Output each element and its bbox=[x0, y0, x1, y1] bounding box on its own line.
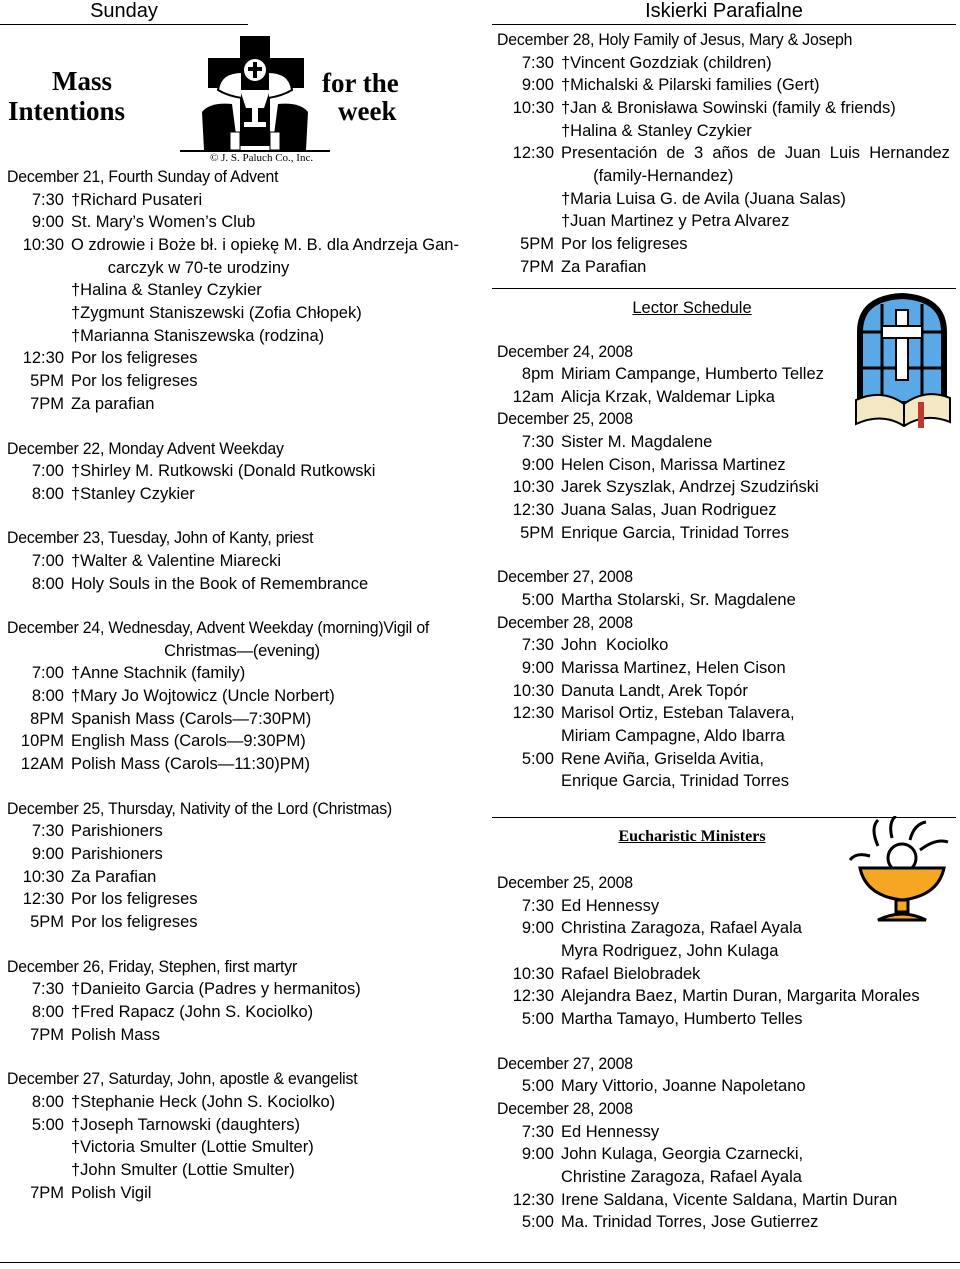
schedule-row bbox=[497, 52, 957, 75]
schedule-time bbox=[497, 120, 561, 143]
day-heading: December 25, Thursday, Nativity of the Lord (Christmas) bbox=[7, 799, 393, 818]
schedule-entry: Enrique Garcia, Trinidad Torres bbox=[561, 772, 790, 791]
schedule-entry: †Fred Rapacz (John S. Kociolko) bbox=[71, 1003, 314, 1022]
schedule-time: 7:30 bbox=[31, 190, 64, 209]
schedule-row bbox=[7, 978, 477, 1001]
schedule-entry: †Maria Luisa G. de Avila (Juana Salas) bbox=[561, 189, 846, 208]
day-heading: December 26, Friday, Stephen, first martyr bbox=[7, 957, 298, 976]
schedule-row bbox=[497, 74, 957, 97]
schedule-row bbox=[497, 940, 957, 963]
logo-word-for-the: for the bbox=[322, 68, 399, 98]
schedule-time: 10:30 bbox=[22, 867, 64, 886]
schedule-entry: Christine Zaragoza, Rafael Ayala bbox=[561, 1167, 802, 1186]
schedule-row bbox=[497, 97, 957, 120]
schedule-time bbox=[7, 325, 71, 348]
schedule-row bbox=[497, 702, 957, 725]
schedule-time: 7:30 bbox=[31, 822, 64, 841]
day-heading: December 27, Saturday, John, apostle & evangelist bbox=[7, 1070, 358, 1089]
schedule-entry: Za parafian bbox=[71, 394, 155, 413]
schedule-entry: †Victoria Smulter (Lottie Smulter) bbox=[71, 1138, 314, 1157]
schedule-row bbox=[497, 142, 957, 187]
schedule-date: December 25, 2008 bbox=[497, 874, 633, 893]
schedule-row bbox=[497, 499, 957, 522]
schedule-entry: †John Smulter (Lottie Smulter) bbox=[71, 1161, 295, 1180]
schedule-entry: Martha Stolarski, Sr. Magdalene bbox=[561, 590, 796, 609]
schedule-entry: Martha Tamayo, Humberto Telles bbox=[561, 1010, 803, 1029]
schedule-row bbox=[7, 550, 477, 573]
chalice-host-icon bbox=[848, 816, 952, 924]
schedule-row bbox=[497, 1166, 957, 1189]
stained-glass-bible-icon bbox=[852, 292, 952, 430]
schedule-time bbox=[497, 210, 561, 233]
schedule-entry: Za Parafian bbox=[561, 257, 647, 276]
day-heading: December 24, Wednesday, Advent Weekday (morning)Vigil of bbox=[7, 619, 430, 638]
schedule-time bbox=[497, 188, 561, 211]
schedule-row bbox=[7, 911, 477, 934]
schedule-time: 8:00 bbox=[31, 1003, 64, 1022]
schedule-entry: St. Mary’s Women’s Club bbox=[71, 213, 256, 232]
schedule-entry: Holy Souls in the Book of Remembrance bbox=[71, 574, 369, 593]
schedule-time: 7PM bbox=[520, 257, 554, 276]
schedule-row bbox=[497, 725, 957, 748]
schedule-row bbox=[7, 1114, 477, 1137]
schedule-time: 12:30 bbox=[512, 1190, 554, 1209]
schedule-row bbox=[7, 843, 477, 866]
schedule-entry: Polish Mass bbox=[71, 1025, 160, 1044]
schedule-row bbox=[7, 347, 477, 370]
schedule-time: 7:30 bbox=[521, 636, 554, 655]
schedule-entry: Parishioners bbox=[71, 845, 163, 864]
schedule-row bbox=[497, 522, 957, 545]
schedule-row bbox=[7, 189, 477, 212]
schedule-time: 8PM bbox=[30, 709, 64, 728]
logo-word-week: week bbox=[338, 96, 397, 126]
schedule-entry: Polish Vigil bbox=[71, 1183, 152, 1202]
page-header-right: Iskierki Parafialne bbox=[492, 0, 956, 25]
schedule-entry: John Kociolko bbox=[561, 636, 669, 655]
schedule-time: 9:00 bbox=[521, 658, 554, 677]
schedule-entry: Ed Hennessy bbox=[561, 1122, 660, 1141]
schedule-row bbox=[7, 1136, 477, 1159]
schedule-row bbox=[497, 1143, 957, 1166]
logo-word-intentions: Intentions bbox=[8, 96, 126, 126]
schedule-time: 5:00 bbox=[521, 1010, 554, 1029]
schedule-entry: Por los feligreses bbox=[71, 349, 198, 368]
schedule-row bbox=[497, 1121, 957, 1144]
schedule-entry: †Anne Stachnik (family) bbox=[71, 664, 246, 683]
schedule-time: 5:00 bbox=[521, 590, 554, 609]
schedule-date: December 28, 2008 bbox=[497, 613, 633, 632]
intentions-list bbox=[7, 166, 477, 1205]
day-heading: December 28, Holy Family of Jesus, Mary & Joseph bbox=[497, 31, 853, 49]
schedule-time: 5:00 bbox=[521, 1213, 554, 1232]
day-section bbox=[7, 798, 477, 934]
schedule-entry: Juana Salas, Juan Rodriguez bbox=[561, 501, 777, 520]
schedule-time: 12:30 bbox=[22, 890, 64, 909]
schedule-time: 5:00 bbox=[31, 1115, 64, 1134]
schedule-entry: Christina Zaragoza, Rafael Ayala bbox=[561, 919, 802, 938]
schedule-entry: Enrique Garcia, Trinidad Torres bbox=[561, 523, 790, 542]
day-heading: December 22, Monday Advent Weekday bbox=[7, 439, 284, 458]
schedule-row bbox=[7, 325, 477, 348]
schedule-row bbox=[497, 431, 957, 454]
logo-word-mass: Mass bbox=[52, 66, 112, 96]
schedule-entry: Rafael Bielobradek bbox=[561, 964, 701, 983]
schedule-time: 7PM bbox=[30, 1183, 64, 1202]
page-header-left: Sunday bbox=[0, 0, 248, 25]
schedule-entry: †Stanley Czykier bbox=[71, 484, 195, 503]
schedule-entry: †Jan & Bronisława Sowinski (family & friends) bbox=[561, 98, 896, 117]
schedule-row bbox=[497, 963, 957, 986]
schedule-time: 10PM bbox=[20, 732, 64, 751]
schedule-entry: Por los feligreses bbox=[561, 235, 688, 254]
schedule-row bbox=[497, 634, 957, 657]
schedule-row bbox=[497, 748, 957, 771]
schedule-row bbox=[497, 233, 957, 256]
schedule-time: 7:30 bbox=[521, 1122, 554, 1141]
schedule-row bbox=[7, 370, 477, 393]
schedule-row bbox=[497, 680, 957, 703]
schedule-row bbox=[7, 279, 477, 302]
schedule-time: 5:00 bbox=[521, 749, 554, 768]
schedule-row bbox=[497, 1008, 957, 1031]
schedule-entry: Parishioners bbox=[71, 822, 163, 841]
schedule-entry: †Halina & Stanley Czykier bbox=[561, 121, 752, 140]
eucharistic-schedule bbox=[497, 872, 957, 1234]
schedule-row bbox=[497, 256, 957, 279]
schedule-time: 7:00 bbox=[31, 462, 64, 481]
mass-intentions-logo bbox=[0, 28, 460, 166]
schedule-entry: Za Parafian bbox=[71, 867, 157, 886]
schedule-row bbox=[497, 1211, 957, 1234]
mass-intentions-column bbox=[7, 28, 477, 1205]
page-bottom-rule bbox=[0, 1262, 960, 1263]
day-section bbox=[7, 166, 477, 416]
schedule-row bbox=[497, 770, 957, 793]
schedule-time bbox=[497, 770, 561, 793]
schedule-entry: Marisol Ortiz, Esteban Talavera, bbox=[561, 704, 795, 723]
schedule-entry: Jarek Szyszlak, Andrzej Szudziński bbox=[561, 478, 819, 497]
schedule-time bbox=[7, 1136, 71, 1159]
section-divider bbox=[492, 288, 956, 289]
schedule-time bbox=[497, 940, 561, 963]
schedule-entry: †Walter & Valentine Miarecki bbox=[71, 551, 281, 570]
schedule-row bbox=[497, 985, 957, 1008]
schedule-entry: †Marianna Staniszewska (rodzina) bbox=[71, 326, 325, 345]
day-heading-continued: Christmas—(evening) bbox=[164, 641, 320, 660]
schedule-entry: Por los feligreses bbox=[71, 890, 198, 909]
schedule-time: 12am bbox=[512, 387, 554, 406]
schedule-time: 5PM bbox=[30, 372, 64, 391]
schedule-time bbox=[7, 279, 71, 302]
schedule-row bbox=[7, 662, 477, 685]
lector-schedule-heading: Lector Schedule bbox=[632, 298, 752, 317]
schedule-row bbox=[7, 1159, 477, 1182]
schedule-time: 10:30 bbox=[512, 681, 554, 700]
schedule-entry: †Richard Pusateri bbox=[71, 190, 203, 209]
schedule-entry: Miriam Campagne, Aldo Ibarra bbox=[561, 726, 785, 745]
schedule-time: 8:00 bbox=[31, 574, 64, 593]
schedule-entry: Danuta Landt, Arek Topór bbox=[561, 681, 748, 700]
schedule-time: 12:30 bbox=[22, 349, 64, 368]
schedule-entry: Polish Mass (Carols—11:30)PM) bbox=[71, 755, 311, 774]
schedule-entry: †Mary Jo Wojtowicz (Uncle Norbert) bbox=[71, 687, 335, 706]
schedule-time: 10:30 bbox=[512, 98, 554, 117]
schedule-entry: Spanish Mass (Carols—7:30PM) bbox=[71, 709, 312, 728]
schedule-time: 10:30 bbox=[22, 235, 64, 254]
schedule-date: December 24, 2008 bbox=[497, 342, 633, 361]
schedule-time bbox=[7, 302, 71, 325]
schedule-time: 5:00 bbox=[521, 1077, 554, 1096]
schedule-row bbox=[497, 1075, 957, 1098]
schedule-date: December 28, 2008 bbox=[497, 1100, 633, 1118]
schedule-entry: †Stephanie Heck (John S. Kociolko) bbox=[71, 1092, 336, 1111]
schedule-time: 9:00 bbox=[521, 76, 554, 95]
schedule-entry: †Vincent Gozdziak (children) bbox=[561, 53, 772, 72]
schedule-row bbox=[7, 730, 477, 753]
logo-copyright: © J. S. Paluch Co., Inc. bbox=[210, 152, 314, 164]
schedule-time: 8:00 bbox=[31, 687, 64, 706]
schedule-time: 7PM bbox=[30, 1025, 64, 1044]
schedule-entry: O zdrowie i Boże bł. i opiekę M. B. dla Andrzeja Gan- carczyk w 70-te urodziny bbox=[71, 235, 459, 277]
schedule-time: 7:00 bbox=[31, 664, 64, 683]
schedule-row bbox=[7, 302, 477, 325]
schedule-entry: Por los feligreses bbox=[71, 913, 198, 932]
eucharistic-ministers-heading: Eucharistic Ministers bbox=[618, 828, 766, 846]
schedule-entry: John Kulaga, Georgia Czarnecki, bbox=[561, 1145, 804, 1164]
schedule-row bbox=[7, 708, 477, 731]
schedule-row bbox=[497, 210, 957, 233]
schedule-row bbox=[497, 454, 957, 477]
holy-family-intentions bbox=[497, 29, 957, 279]
schedule-time: 9:00 bbox=[521, 919, 554, 938]
schedule-row bbox=[7, 888, 477, 911]
schedule-time: 12:30 bbox=[512, 144, 554, 163]
day-section bbox=[7, 438, 477, 506]
day-section bbox=[7, 956, 477, 1047]
schedule-entry: Presentación de 3 años de Juan Luis Hernandez (family-Hernandez) bbox=[561, 144, 950, 186]
schedule-row bbox=[7, 234, 477, 279]
day-heading: December 23, Tuesday, John of Kanty, priest bbox=[7, 529, 314, 548]
schedule-time: 8pm bbox=[521, 365, 554, 384]
schedule-entry: Irene Saldana, Vicente Saldana, Martin Duran bbox=[561, 1190, 898, 1209]
schedule-time bbox=[497, 725, 561, 748]
day-section bbox=[7, 617, 477, 776]
schedule-date: December 27, 2008 bbox=[497, 568, 633, 587]
schedule-row bbox=[497, 188, 957, 211]
schedule-time: 9:00 bbox=[31, 213, 64, 232]
schedule-time: 10:30 bbox=[512, 478, 554, 497]
day-section bbox=[7, 1068, 477, 1204]
schedule-row bbox=[7, 753, 477, 776]
day-section bbox=[7, 527, 477, 595]
schedule-row bbox=[497, 476, 957, 499]
schedule-time: 8:00 bbox=[31, 1092, 64, 1111]
schedule-time: 9:00 bbox=[521, 1145, 554, 1164]
schedule-time: 7:30 bbox=[521, 53, 554, 72]
schedule-entry: Alejandra Baez, Martin Duran, Margarita Morales bbox=[561, 987, 920, 1006]
schedule-row bbox=[7, 460, 477, 483]
schedule-row bbox=[7, 1024, 477, 1047]
schedule-entry: Por los feligreses bbox=[71, 372, 198, 391]
schedule-entry: Ed Hennessy bbox=[561, 896, 660, 915]
schedule-time: 7:30 bbox=[521, 432, 554, 451]
schedule-time: 7:00 bbox=[31, 551, 64, 570]
schedule-time: 12:30 bbox=[512, 987, 554, 1006]
schedule-row bbox=[497, 657, 957, 680]
schedule-entry: †Juan Martinez y Petra Alvarez bbox=[561, 212, 790, 231]
schedule-time: 5PM bbox=[30, 913, 64, 932]
right-column bbox=[497, 29, 957, 1234]
schedule-entry: †Michalski & Pilarski families (Gert) bbox=[561, 76, 820, 95]
day-heading: December 21, Fourth Sunday of Advent bbox=[7, 168, 279, 186]
schedule-time: 5PM bbox=[520, 235, 554, 254]
schedule-entry: Rene Aviña, Griselda Avitia, bbox=[561, 749, 765, 768]
schedule-time: 9:00 bbox=[31, 845, 64, 864]
schedule-entry: English Mass (Carols—9:30PM) bbox=[71, 732, 306, 751]
schedule-row bbox=[7, 211, 477, 234]
schedule-row bbox=[7, 866, 477, 889]
schedule-time: 5PM bbox=[520, 523, 554, 542]
schedule-entry: Myra Rodriguez, John Kulaga bbox=[561, 941, 779, 960]
schedule-time: 12:30 bbox=[512, 704, 554, 723]
schedule-date: December 25, 2008 bbox=[497, 410, 633, 429]
schedule-row bbox=[7, 393, 477, 416]
schedule-entry: †Joseph Tarnowski (daughters) bbox=[71, 1115, 300, 1134]
schedule-row bbox=[7, 820, 477, 843]
schedule-entry: Sister M. Magdalene bbox=[561, 432, 713, 451]
schedule-time bbox=[7, 1159, 71, 1182]
schedule-row bbox=[7, 573, 477, 596]
schedule-time bbox=[497, 1166, 561, 1189]
schedule-time: 7:30 bbox=[31, 980, 64, 999]
schedule-row bbox=[7, 483, 477, 506]
schedule-row bbox=[7, 1091, 477, 1114]
schedule-entry: †Shirley M. Rutkowski (Donald Rutkowski bbox=[71, 462, 376, 481]
schedule-row bbox=[497, 1189, 957, 1212]
schedule-time: 7:30 bbox=[521, 896, 554, 915]
schedule-time: 12AM bbox=[20, 755, 64, 774]
priest-chalice-icon bbox=[180, 32, 330, 154]
schedule-time: 9:00 bbox=[521, 455, 554, 474]
schedule-entry: Mary Vittorio, Joanne Napoletano bbox=[561, 1077, 806, 1096]
schedule-time: 10:30 bbox=[512, 964, 554, 983]
schedule-entry: Ma. Trinidad Torres, Jose Gutierrez bbox=[561, 1213, 819, 1232]
schedule-row bbox=[497, 120, 957, 143]
schedule-time: 12:30 bbox=[512, 501, 554, 520]
schedule-entry: Helen Cison, Marissa Martinez bbox=[561, 455, 786, 474]
schedule-row bbox=[497, 589, 957, 612]
schedule-row bbox=[7, 1182, 477, 1205]
schedule-date: December 27, 2008 bbox=[497, 1054, 633, 1073]
schedule-entry: Miriam Campange, Humberto Tellez bbox=[561, 365, 824, 384]
schedule-entry: †Danieito Garcia (Padres y hermanitos) bbox=[71, 980, 361, 999]
schedule-time: 7PM bbox=[30, 394, 64, 413]
schedule-entry: †Halina & Stanley Czykier bbox=[71, 281, 262, 300]
schedule-entry: †Zygmunt Staniszewski (Zofia Chłopek) bbox=[71, 304, 362, 323]
schedule-entry: Marissa Martinez, Helen Cison bbox=[561, 658, 786, 677]
schedule-time: 8:00 bbox=[31, 484, 64, 503]
schedule-entry: Alicja Krzak, Waldemar Lipka bbox=[561, 387, 775, 406]
schedule-row bbox=[7, 685, 477, 708]
schedule-row bbox=[7, 1001, 477, 1024]
